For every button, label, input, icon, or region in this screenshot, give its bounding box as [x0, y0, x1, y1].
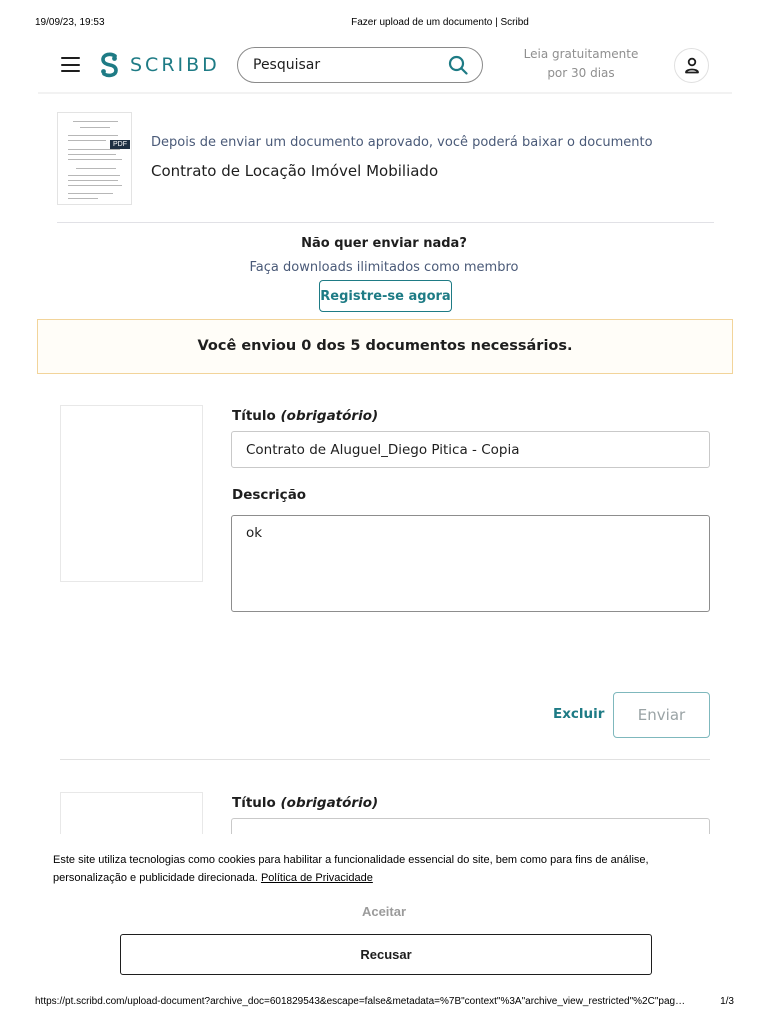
- send-button[interactable]: Enviar: [613, 692, 710, 738]
- print-date: 19/09/23, 19:53: [35, 17, 105, 28]
- title-label-text: Título: [232, 795, 276, 811]
- accept-button[interactable]: Aceitar: [0, 904, 768, 919]
- print-page-title: Fazer upload de um documento | Scribd: [351, 17, 529, 28]
- reject-button[interactable]: Recusar: [120, 934, 652, 975]
- upload-progress-banner: Você enviou 0 dos 5 documentos necessários.: [37, 319, 733, 374]
- divider: [60, 759, 710, 760]
- pdf-badge: PDF: [110, 140, 130, 149]
- required-label: (obrigatório): [280, 795, 379, 811]
- cookie-consent-panel: [0, 834, 768, 992]
- trial-line-2: por 30 dias: [547, 66, 615, 80]
- title-input[interactable]: [231, 431, 710, 468]
- search-box: [237, 47, 483, 83]
- free-trial-link[interactable]: [516, 45, 646, 83]
- site-header: [38, 38, 732, 94]
- user-icon: [684, 57, 700, 74]
- delete-button[interactable]: Excluir: [553, 706, 605, 722]
- cta-question: Não quer enviar nada?: [301, 236, 467, 251]
- user-account-button[interactable]: [674, 48, 709, 83]
- title-label: [232, 795, 378, 811]
- register-button[interactable]: Registre-se agora: [319, 280, 452, 312]
- trial-line-1: Leia gratuitamente: [523, 47, 639, 61]
- required-label: (obrigatório): [280, 408, 379, 424]
- search-input[interactable]: [253, 48, 433, 81]
- title-label: [232, 408, 378, 424]
- document-thumbnail: [57, 112, 132, 205]
- document-title: Contrato de Locação Imóvel Mobiliado: [151, 162, 439, 180]
- cta-subtitle: Faça downloads ilimitados como membro: [249, 260, 519, 275]
- title-label-text: Título: [232, 408, 276, 424]
- scribd-logo[interactable]: [98, 52, 220, 78]
- description-field[interactable]: [231, 515, 710, 612]
- cookie-text: [53, 851, 723, 887]
- logo-text: SCRIBD: [130, 54, 220, 76]
- scribd-logo-icon: [98, 52, 120, 78]
- menu-icon[interactable]: [61, 57, 80, 72]
- divider: [57, 222, 714, 223]
- print-page-count: 1/3: [720, 996, 734, 1007]
- cookie-message: Este site utiliza tecnologias como cookies para habilitar a funcionalidade essencial do site, bem como para fins de análise, personalização e publicidade direcionada.: [53, 854, 649, 884]
- upload-thumbnail: [60, 405, 203, 582]
- privacy-policy-link[interactable]: Política de Privacidade: [260, 872, 373, 884]
- document-note: Depois de enviar um documento aprovado, você poderá baixar o documento: [151, 135, 653, 150]
- search-icon[interactable]: [448, 55, 468, 75]
- print-url: https://pt.scribd.com/upload-document?archive_doc=601829543&escape=false&metadata=%7B"context"%3A"archive_view_restricted"%2C"pag…: [35, 996, 686, 1007]
- description-label: Descrição: [232, 487, 307, 503]
